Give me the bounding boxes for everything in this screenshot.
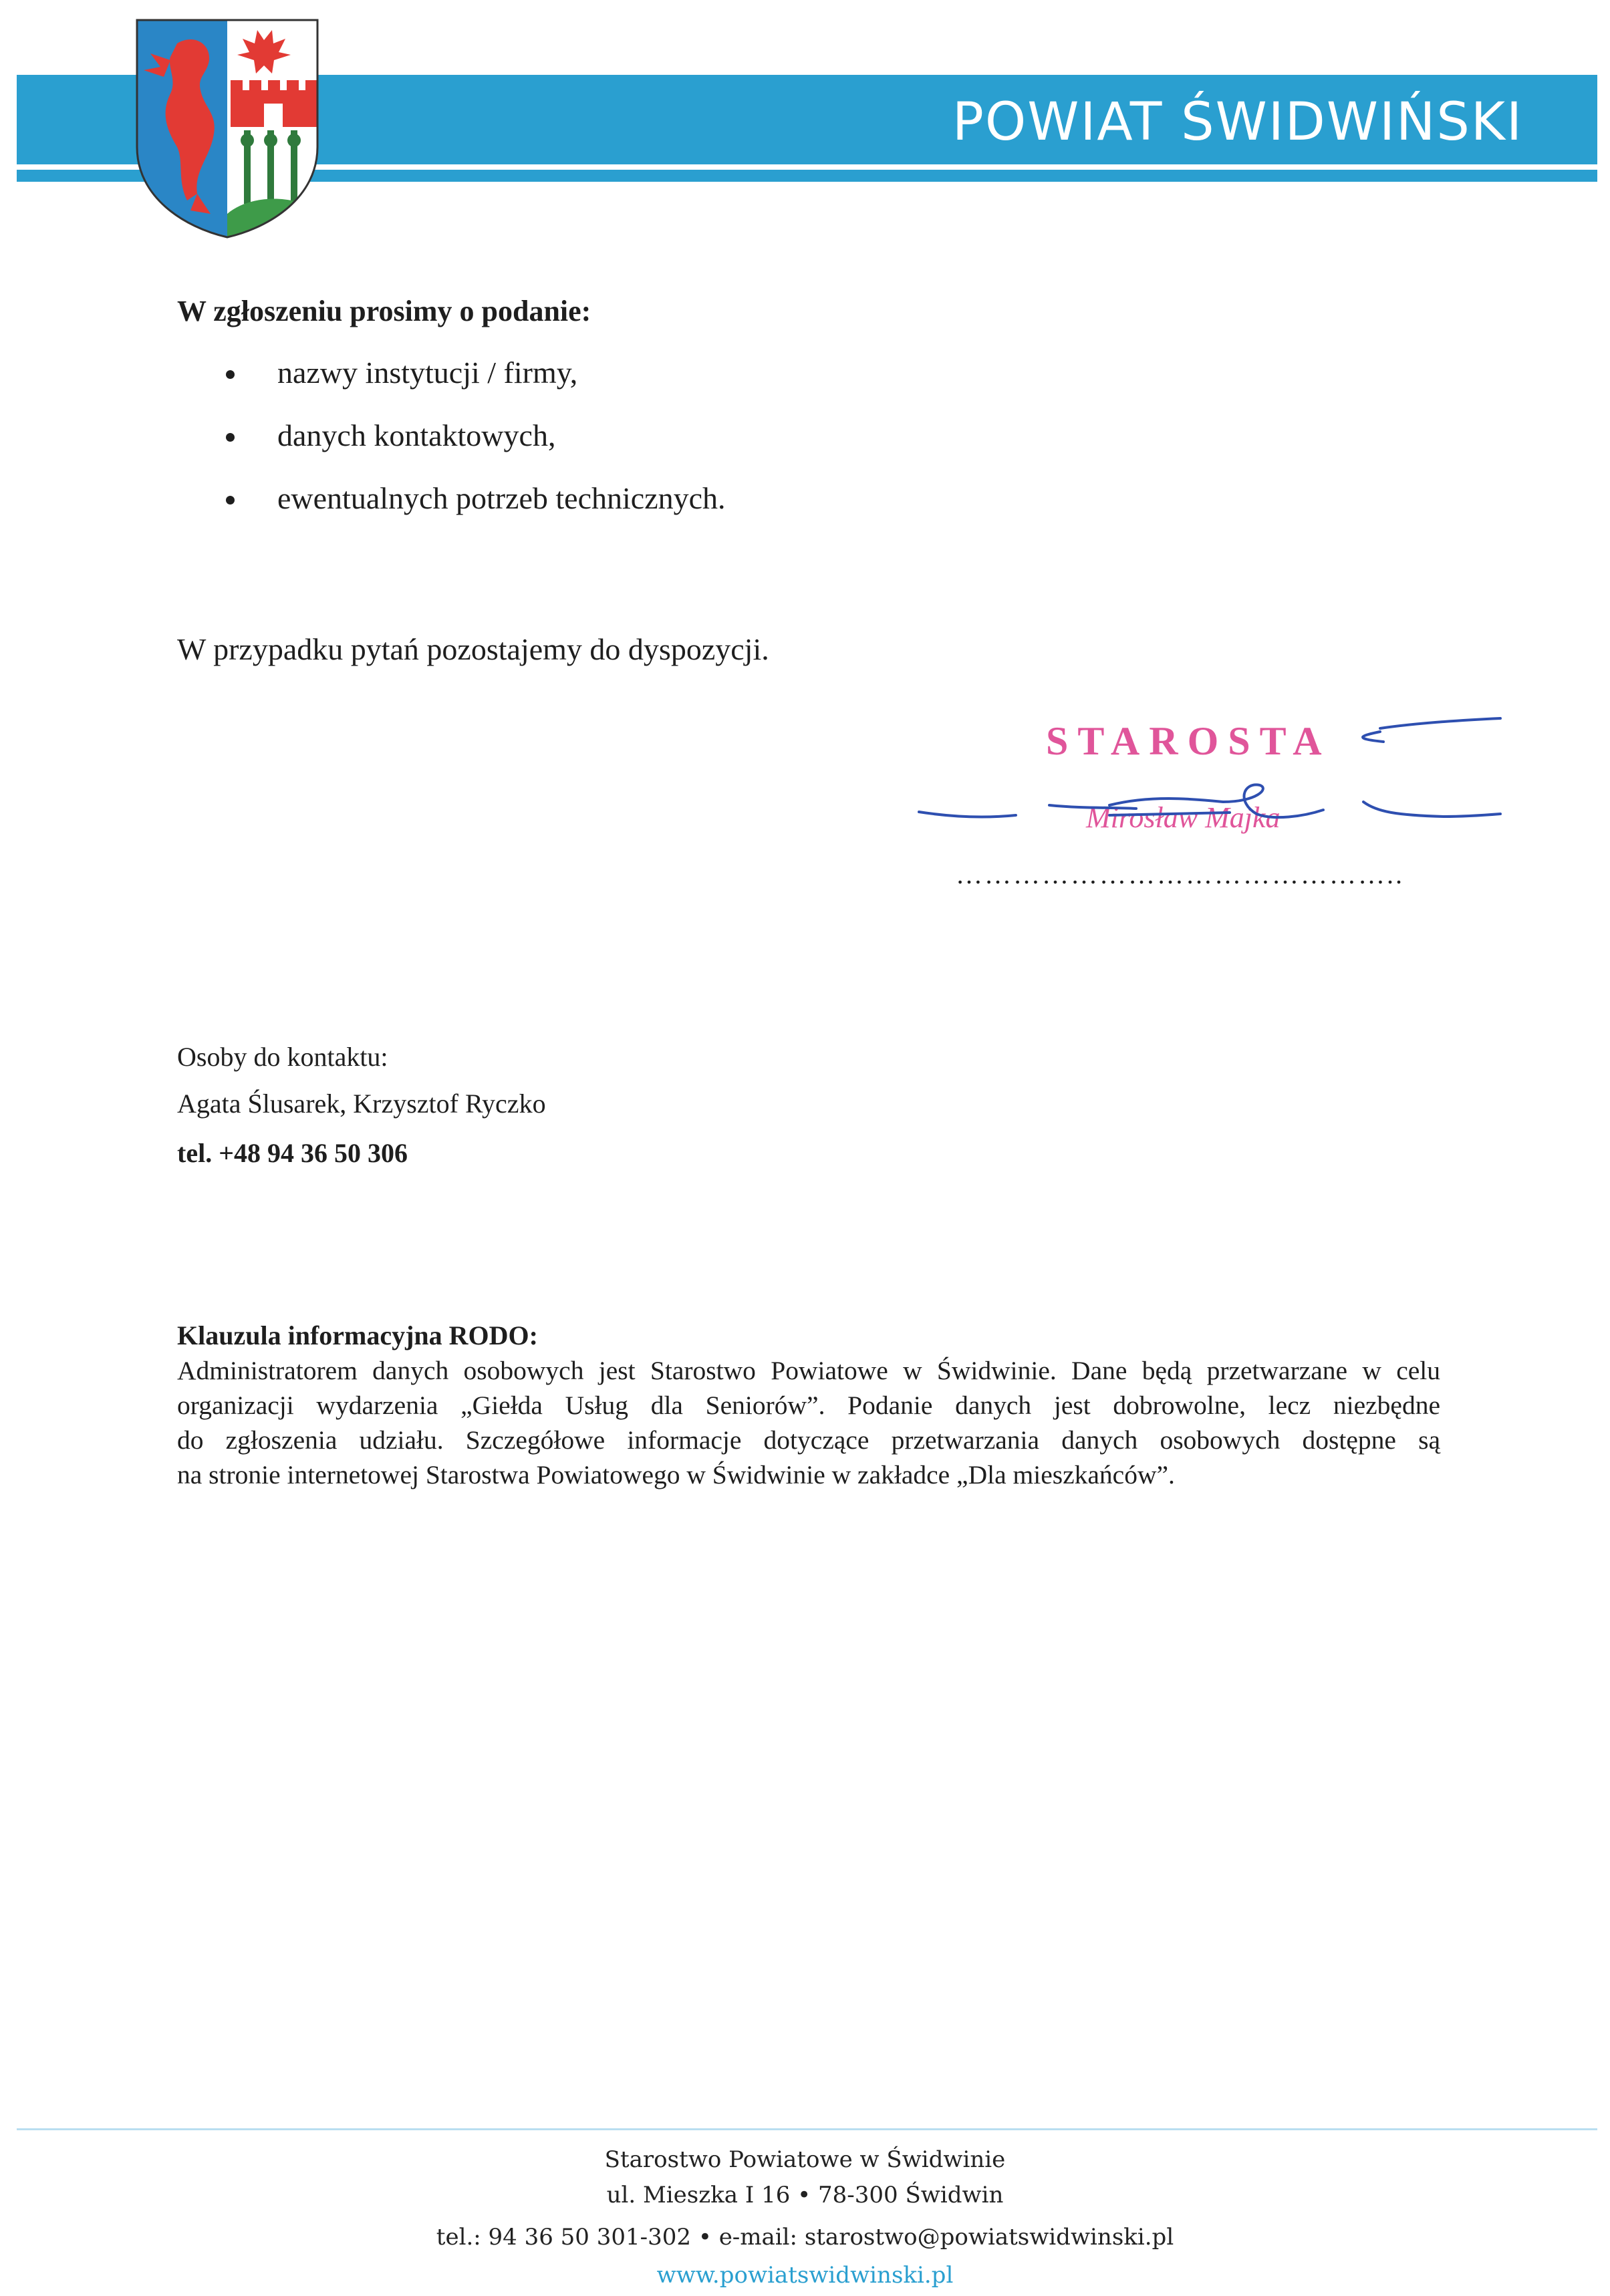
bullet-icon: [226, 496, 235, 505]
footer-rule: [17, 2128, 1597, 2130]
list-item-text: danych kontaktowych,: [277, 418, 556, 452]
stamp-name: Mirosław Majka: [1086, 801, 1281, 834]
footer-contact: tel.: 94 36 50 301-302 • e-mail: starostwo@powiatswidwinski.pl: [436, 2224, 1174, 2251]
coat-of-arms-icon: [130, 13, 324, 241]
signature-icon: [909, 702, 1510, 862]
list-item-text: nazwy instytucji / firmy,: [277, 355, 578, 390]
questions-text: W przypadku pytań pozostajemy do dyspozycji.: [177, 632, 769, 666]
footer-address: ul. Mieszka I 16 • 78-300 Świdwin: [606, 2182, 1004, 2208]
rodo-line: organizacji wydarzenia „Giełda Usług dla Seniorów”. Podanie danych jest dobrowolne, lecz niezbędne: [177, 1391, 1440, 1420]
request-list: [221, 354, 726, 543]
stamp-title: STAROSTA: [1046, 719, 1331, 763]
bullet-icon: [226, 370, 235, 379]
contact-names: Agata Ślusarek, Krzysztof Ryczko: [177, 1089, 546, 1119]
header-title: POWIAT ŚWIDWIŃSKI: [952, 92, 1523, 152]
rodo-paragraph: [177, 1353, 1440, 1492]
footer-website-link[interactable]: www.powiatswidwinski.pl: [656, 2262, 954, 2289]
contact-label: Osoby do kontaktu:: [177, 1042, 388, 1072]
request-heading: W zgłoszeniu prosimy o podanie:: [177, 295, 591, 327]
signature-line: ………………………………………..: [956, 859, 1404, 889]
contact-phone: tel. +48 94 36 50 306: [177, 1138, 408, 1168]
rodo-line: do zgłoszenia udziału. Szczegółowe informacje dotyczące przetwarzania danych osobowych dostępne są: [177, 1425, 1440, 1455]
bullet-icon: [226, 433, 235, 442]
list-item: [221, 480, 726, 543]
list-item: [221, 417, 726, 480]
rodo-line: Administratorem danych osobowych jest Starostwo Powiatowe w Świdwinie. Dane będą przetwarzane w celu: [177, 1356, 1440, 1385]
rodo-heading: Klauzula informacyjna RODO:: [177, 1320, 538, 1350]
footer-office: Starostwo Powiatowe w Świdwinie: [604, 2146, 1006, 2173]
list-item-text: ewentualnych potrzeb technicznych.: [277, 481, 726, 515]
list-item: [221, 354, 726, 417]
rodo-line: na stronie internetowej Starostwa Powiatowego w Świdwinie w zakładce „Dla mieszkańców”.: [177, 1460, 1175, 1489]
